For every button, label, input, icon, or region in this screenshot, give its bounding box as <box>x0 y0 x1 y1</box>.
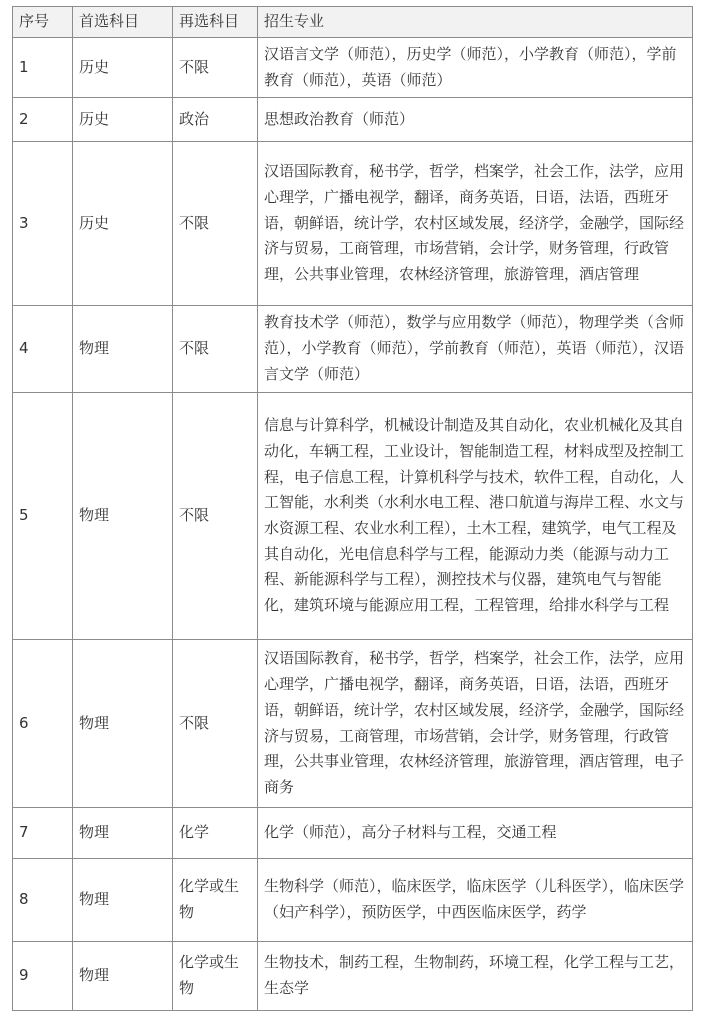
cell-majors: 生物技术，制药工程，生物制药，环境工程，化学工程与工艺，生态学 <box>258 942 693 1011</box>
cell-index: 6 <box>13 640 73 808</box>
cell-majors: 思想政治教育（师范） <box>258 98 693 142</box>
table-row <box>13 393 693 640</box>
cell-majors: 教育技术学（师范），数学与应用数学（师范），物理学类（含师范），小学教育（师范），学前教育（师范），英语（师范），汉语言文学（师范） <box>258 306 693 393</box>
cell-index: 3 <box>13 142 73 306</box>
cell-first-subject: 历史 <box>73 98 173 142</box>
cell-index: 8 <box>13 859 73 942</box>
cell-index: 7 <box>13 808 73 859</box>
table-row <box>13 38 693 98</box>
cell-first-subject: 物理 <box>73 859 173 942</box>
cell-index: 5 <box>13 393 73 640</box>
table-row <box>13 859 693 942</box>
header-first-subject: 首选科目 <box>73 7 173 38</box>
table-row <box>13 640 693 808</box>
cell-majors: 汉语国际教育，秘书学，哲学，档案学，社会工作，法学，应用心理学，广播电视学，翻译，商务英语，日语，法语，西班牙语，朝鲜语，统计学，农村区域发展，经济学，金融学，国际经济与贸易，工商管理，市场营销，会计学，财务管理，行政管理，公共事业管理，农林经济管理，旅游管理，酒店管理，电子商务 <box>258 640 693 808</box>
table-header-row <box>13 7 693 38</box>
header-index: 序号 <box>13 7 73 38</box>
cell-majors: 信息与计算科学，机械设计制造及其自动化，农业机械化及其自动化，车辆工程，工业设计，智能制造工程，材料成型及控制工程，电子信息工程，计算机科学与技术，软件工程，自动化，人工智能，水利类（水利水电工程、港口航道与海岸工程、水文与水资源工程、农业水利工程），土木工程，建筑学，电气工程及其自动化，光电信息科学与工程，能源动力类（能源与动力工程、新能源科学与工程），测控技术与仪器，建筑电气与智能化，建筑环境与能源应用工程，工程管理，给排水科学与工程 <box>258 393 693 640</box>
cell-second-subject: 化学或生物 <box>173 942 258 1011</box>
table-row <box>13 142 693 306</box>
cell-first-subject: 历史 <box>73 38 173 98</box>
cell-index: 1 <box>13 38 73 98</box>
table-row <box>13 942 693 1011</box>
cell-second-subject: 不限 <box>173 393 258 640</box>
cell-index: 2 <box>13 98 73 142</box>
cell-majors: 化学（师范），高分子材料与工程，交通工程 <box>258 808 693 859</box>
table-row <box>13 808 693 859</box>
cell-majors: 汉语言文学（师范），历史学（师范），小学教育（师范），学前教育（师范），英语（师范） <box>258 38 693 98</box>
cell-second-subject: 不限 <box>173 142 258 306</box>
cell-second-subject: 不限 <box>173 306 258 393</box>
cell-first-subject: 物理 <box>73 942 173 1011</box>
admission-majors-table <box>12 6 693 1011</box>
header-second-subject: 再选科目 <box>173 7 258 38</box>
header-majors: 招生专业 <box>258 7 693 38</box>
cell-index: 4 <box>13 306 73 393</box>
cell-second-subject: 不限 <box>173 38 258 98</box>
cell-majors: 汉语国际教育，秘书学，哲学，档案学，社会工作，法学，应用心理学，广播电视学，翻译，商务英语，日语，法语，西班牙语，朝鲜语，统计学，农村区域发展，经济学，金融学，国际经济与贸易，工商管理，市场营销，会计学，财务管理，行政管理，公共事业管理，农林经济管理，旅游管理，酒店管理 <box>258 142 693 306</box>
table-row <box>13 98 693 142</box>
cell-first-subject: 物理 <box>73 306 173 393</box>
cell-first-subject: 历史 <box>73 142 173 306</box>
cell-second-subject: 不限 <box>173 640 258 808</box>
cell-second-subject: 化学 <box>173 808 258 859</box>
cell-first-subject: 物理 <box>73 640 173 808</box>
cell-second-subject: 政治 <box>173 98 258 142</box>
cell-second-subject: 化学或生物 <box>173 859 258 942</box>
cell-first-subject: 物理 <box>73 393 173 640</box>
cell-first-subject: 物理 <box>73 808 173 859</box>
cell-majors: 生物科学（师范），临床医学，临床医学（儿科医学），临床医学（妇产科学），预防医学，中西医临床医学，药学 <box>258 859 693 942</box>
table-row <box>13 306 693 393</box>
cell-index: 9 <box>13 942 73 1011</box>
